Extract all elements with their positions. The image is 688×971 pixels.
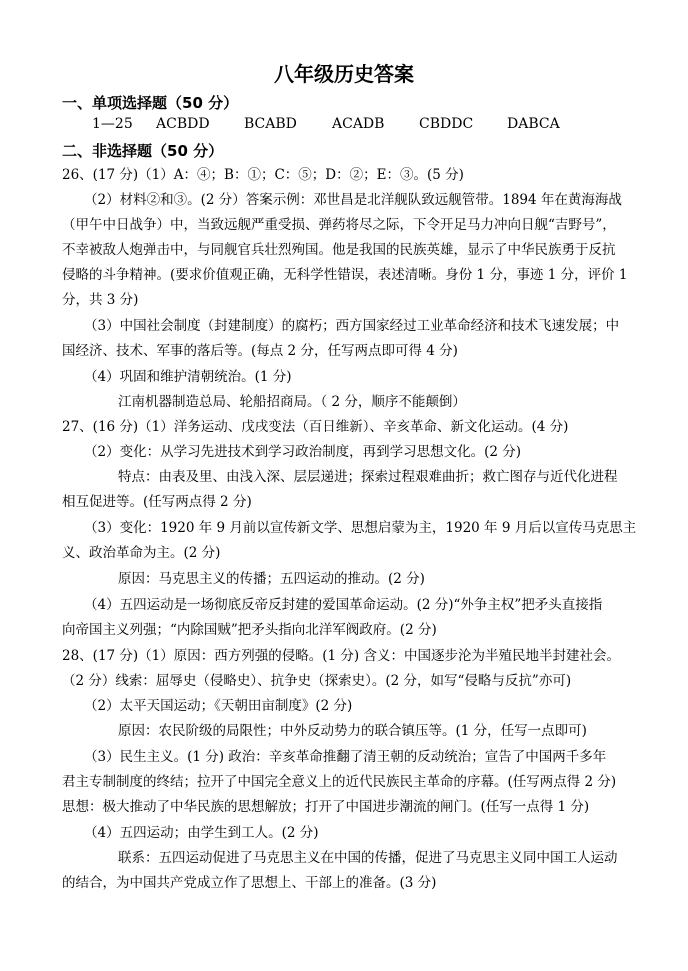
answer-group-1: ACBDD	[156, 116, 210, 132]
q26-line: 侵略的斗争精神。(要求价值观正确，无科学性错误，表述清晰。身份 1 分，事迹 1 分，评价 1	[62, 267, 628, 283]
q27-line: 原因：马克思主义的传播；五四运动的推动。(2 分)	[118, 571, 425, 587]
q27-line: 27、(16 分)（1）洋务运动、戊戌变法（百日维新）、辛亥革命、新文化运动。(4 分)	[62, 419, 569, 435]
answer-range: 1—25	[92, 116, 133, 132]
q27-line: 特点：由表及里、由浅入深、层层递进；探索过程艰难曲折；救亡图存与近代化进程	[118, 469, 618, 485]
q26-line: （3）中国社会制度（封建制度）的腐朽；西方国家经过工业革命经济和技术飞速发展；中	[84, 318, 620, 334]
q26-line: 江南机器制造总局、轮船招商局。（ 2 分，顺序不能颠倒）	[118, 394, 466, 410]
q27-line: （2）变化：从学习先进技术到学习政治制度，再到学习思想文化。(2 分)	[84, 444, 522, 460]
answer-group-5: DABCA	[507, 116, 560, 132]
q28-line: （3）民生主义。(1 分) 政治：辛亥革命推翻了清王朝的反动统治；宣告了中国两千多年	[84, 749, 607, 765]
section-1-heading: 一、单项选择题（50 分）	[62, 94, 239, 112]
q28-line: 原因：农民阶级的局限性；中外反动势力的联合镇压等。(1 分，任写一点即可)	[118, 723, 587, 739]
q26-line: 国经济、技术、军事的落后等。(每点 2 分，任写两点即可得 4 分)	[62, 343, 458, 359]
q28-line: 思想：极大推动了中华民族的思想解放；打开了中国进步潮流的闸门。(任写一点得 1 分)	[62, 799, 590, 815]
q28-line: （4）五四运动；由学生到工人。(2 分)	[84, 825, 319, 841]
q27-line: （4）五四运动是一场彻底反帝反封建的爱国革命运动。(2 分)“外争主权”把矛头直接指	[84, 597, 603, 613]
section-2-heading: 二、非选择题（50 分）	[62, 142, 224, 160]
q26-line: （2）材料②和③。(2 分）答案示例：邓世昌是北洋舰队致远舰管带。1894 年在黄海海战	[84, 192, 622, 208]
q28-line: （2 分）线索：屈辱史（侵略史）、抗争史（探索史）。(2 分，如写“侵略与反抗”亦可)	[62, 673, 572, 689]
q28-line: 28、(17 分)（1）原因：西方列强的侵略。(1 分) 含义：中国逐步沦为半殖民地半封建社会。	[62, 648, 620, 664]
q26-line: 分，共 3 分)	[62, 292, 139, 308]
answer-group-2: BCABD	[244, 116, 297, 132]
q26-line: 不幸被敌人炮弹击中，与同舰官兵壮烈殉国。他是我国的民族英雄，显示了中华民族勇于反抗	[62, 242, 616, 258]
q27-line: 相互促进等。(任写两点得 2 分)	[62, 494, 252, 510]
q26-line: （4）巩固和维护清朝统治。(1 分)	[84, 369, 292, 385]
page-title: 八年级历史答案	[274, 62, 414, 86]
q27-line: 义、政治革命为主。(2 分)	[62, 545, 221, 561]
q27-line: （3）变化：1920 年 9 月前以宣传新文学、思想启蒙为主，1920 年 9 月后以宣传马克思主	[84, 520, 637, 536]
q28-line: 的结合，为中国共产党成立作了思想上、干部上的准备。(3 分)	[62, 875, 437, 891]
q26-line: （甲午中日战争）中，当致远舰严重受损、弹药将尽之际，下令开足马力冲向日舰“吉野号”，	[62, 217, 616, 233]
q26-line: 26、(17 分)（1）A：④；B：①；C：⑤；D：②；E：③。(5 分)	[62, 167, 464, 183]
q28-line: （2）太平天国运动；《天朝田亩制度》(2 分)	[84, 698, 353, 714]
answer-group-4: CBDDC	[419, 116, 474, 132]
q28-line: 联系：五四运动促进了马克思主义在中国的传播，促进了马克思主义同中国工人运动	[118, 850, 618, 866]
q27-line: 向帝国主义列强；“内除国贼”把矛头指向北洋军阀政府。(2 分)	[62, 622, 437, 638]
answer-group-3: ACADB	[332, 116, 385, 132]
q28-line: 君主专制制度的终结；拉开了中国完全意义上的近代民族民主革命的序幕。(任写两点得 2 分)	[62, 774, 617, 790]
